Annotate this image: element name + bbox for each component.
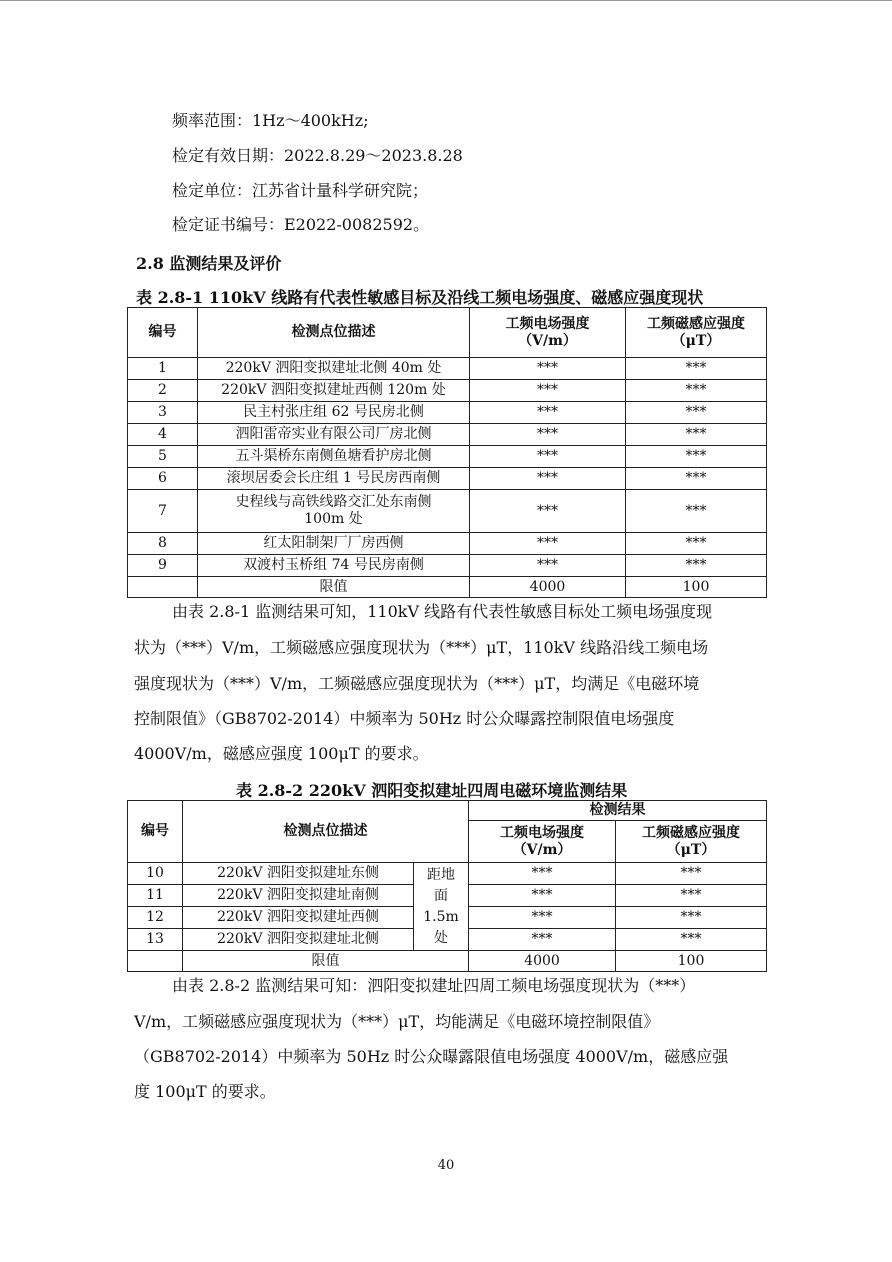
para1-line-3: 强度现状为（***）V/m，工频磁感应强度现状为（***）μT，均满足《电磁环境 [134,674,700,693]
intro-line-frequency: 频率范围：1Hz～400kHz; [172,111,369,130]
table-row: 10 220kV 泗阳变拟建址东侧 距地 面 1.5m 处 *** *** [128,863,767,885]
para2-line-3: （GB8702-2014）中频率为 50Hz 时公众曝露限值电场强度 4000V/m，磁感应强 [134,1047,729,1066]
table-row: 11 220kV 泗阳变拟建址南侧 *** *** [128,885,767,907]
table-row: 12 220kV 泗阳变拟建址西侧 *** *** [128,907,767,929]
table2-caption: 表 2.8-2 220kV 泗阳变拟建址四周电磁环境监测结果 [236,781,628,800]
table-row: 13 220kV 泗阳变拟建址北侧 *** *** [128,929,767,951]
table-row: 2 220kV 泗阳变拟建址西侧 120m 处 *** *** [128,380,767,402]
section-heading: 2.8 监测结果及评价 [136,254,282,273]
table1 [127,307,767,598]
intro-line-unit: 检定单位：江苏省计量科学研究院； [172,181,429,200]
table-row: 3 民主村张庄组 62 号民房北侧 *** *** [128,402,767,424]
table-row: 5 五斗渠桥东南侧鱼塘看护房北侧 *** *** [128,446,767,468]
table1-header-b: 工频磁感应强度 （μT） [626,308,767,358]
table-row: 7 史程线与高铁线路交汇处东南侧 100m 处 *** *** [128,490,767,533]
page-top-border [0,0,892,1]
table2-header-b: 工频磁感应强度 （μT） [616,821,767,863]
table1-caption: 表 2.8-1 110kV 线路有代表性敏感目标及沿线工频电场强度、磁感应强度现状 [136,288,704,307]
para1-line-5: 4000V/m，磁感应强度 100μT 的要求。 [134,744,429,763]
table2-header-no: 编号 [128,801,183,863]
table2 [127,800,767,972]
table2-header-result: 检测结果 [469,801,767,821]
table1-header-desc: 检测点位描述 [198,308,470,358]
para1-line-1: 由表 2.8-1 监测结果可知，110kV 线路有代表性敏感目标处工频电场强度现 [172,602,713,621]
table-row: 6 滚坝居委会长庄组 1 号民房西南侧 *** *** [128,468,767,490]
para2-line-2: V/m，工频磁感应强度现状为（***）μT，均能满足《电磁环境控制限值》 [134,1012,660,1031]
table2-header-desc: 检测点位描述 [183,801,469,863]
table-row: 8 红太阳制架厂厂房西侧 *** *** [128,533,767,555]
table2-height-note: 距地 面 1.5m 处 [414,863,469,951]
para2-line-4: 度 100μT 的要求。 [134,1082,276,1101]
intro-line-valid-date: 检定有效日期：2022.8.29～2023.8.28 [172,146,463,165]
table-row: 4 泗阳雷帝实业有限公司厂房北侧 *** *** [128,424,767,446]
table1-header-row [128,308,767,358]
table1-header-no: 编号 [128,308,198,358]
table2-header-e: 工频电场强度 （V/m） [469,821,616,863]
intro-line-certificate: 检定证书编号：E2022-0082592。 [172,215,430,234]
table2-limit-row: 限值 4000 100 [128,951,767,972]
para1-line-4: 控制限值》（GB8702-2014）中频率为 50Hz 时公众曝露控制限值电场强度 [134,709,675,728]
para2-line-1: 由表 2.8-2 监测结果可知：泗阳变拟建址四周工频电场强度现状为（***） [172,976,696,995]
table-row: 9 双渡村玉桥组 74 号民房南侧 *** *** [128,555,767,577]
table1-header-e: 工频电场强度 （V/m） [470,308,626,358]
para1-line-2: 状为（***）V/m，工频磁感应强度现状为（***）μT，110kV 线路沿线工频电场 [134,638,709,657]
table1-limit-row: 限值 4000 100 [128,577,767,598]
table-row: 1 220kV 泗阳变拟建址北侧 40m 处 *** *** [128,358,767,380]
page-number: 40 [437,1158,455,1173]
table2-header-row-1 [128,801,767,821]
